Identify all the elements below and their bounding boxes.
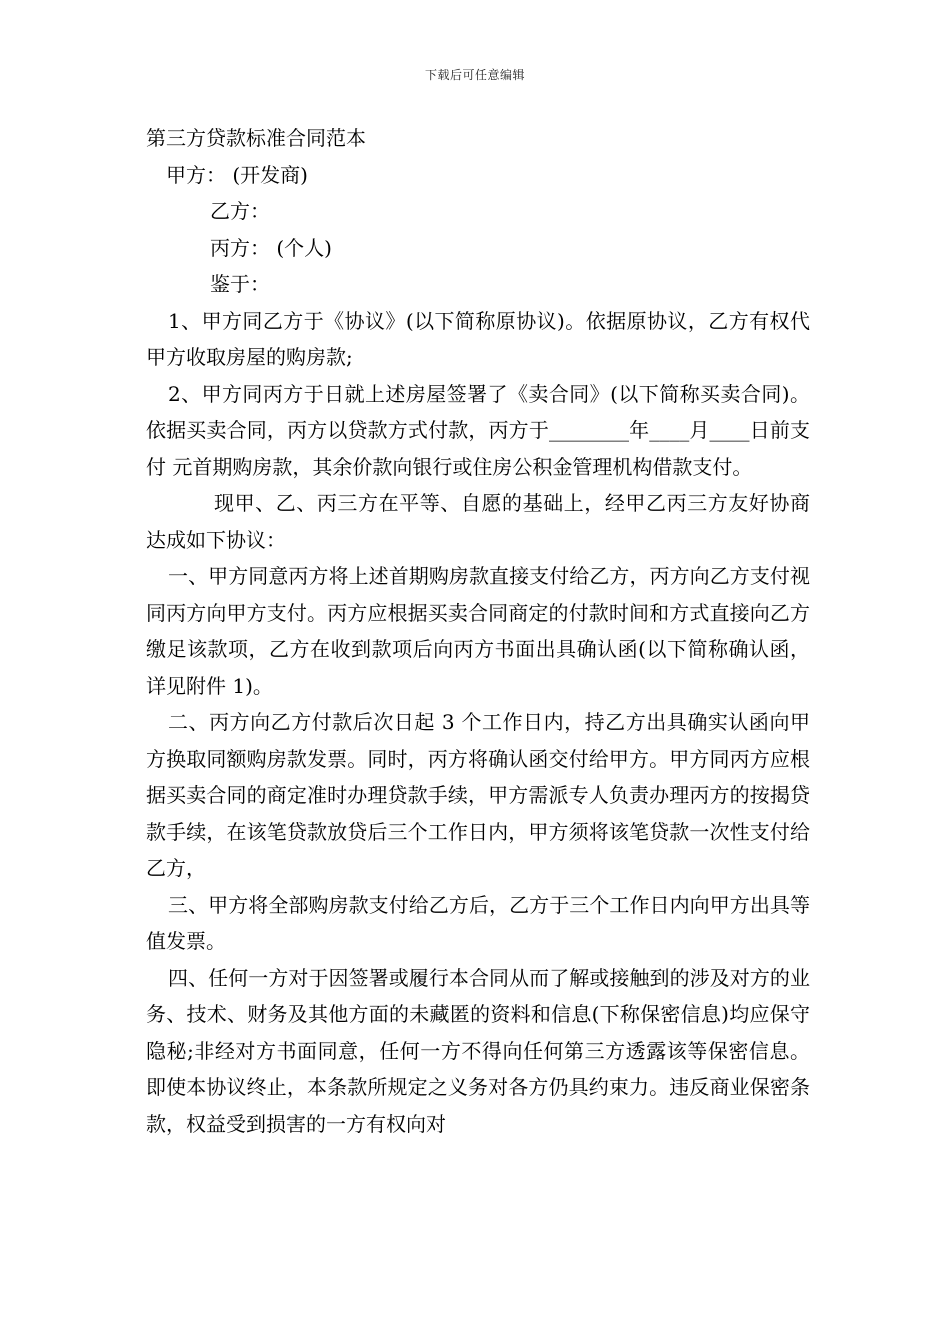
party-c-line: 丙方： (个人) (210, 235, 332, 260)
document-body (146, 120, 810, 1142)
clause-2: 二、丙方向乙方付款后次日起 3 个工作日内，持乙方出具确实认函向甲方换取同额购房款发票。同时，丙方将确认函交付给甲方。甲方同丙方应根据买卖合同的商定准时办理贷款手续，甲方需派专人负责办理丙方的按揭贷款手续，在该笔贷款放贷后三个工作日内，甲方须将该笔贷款一次性支付给乙方， (146, 710, 810, 880)
agreement-intro: 现甲、乙、丙三方在平等、自愿的基础上，经甲乙丙三方友好协商达成如下协议： (146, 491, 810, 552)
clause-4: 四、任何一方对于因签署或履行本合同从而了解或接触到的涉及对方的业务、技术、财务及其他方面的未藏匿的资料和信息(下称保密信息)均应保守隐秘;非经对方书面同意，任何一方不得向任何第三方透露该等保密信息。即使本协议终止，本条款所规定之义务对各方仍具约束力。违反商业保密条款，权益受到损害的一方有权向对 (146, 965, 810, 1136)
party-b-line: 乙方： (210, 199, 270, 223)
recital-2: 2、甲方同丙方于日就上述房屋签署了《卖合同》(以下简称买卖合同)。依据买卖合同，丙方以贷款方式付款，丙方于________年____月____日前支付 元首期购房款，其余价款向银行或住房公积金管理机构借款支付。 (146, 381, 810, 479)
party-a-line: 甲方： (开发商) (166, 162, 308, 187)
recital-1: 1、甲方同乙方于《协议》(以下简称原协议)。依据原协议，乙方有权代甲方收取房屋的购房款; (146, 308, 810, 369)
page-header: 下载后可任意编辑 (424, 68, 525, 82)
clause-1: 一、甲方同意丙方将上述首期购房款直接支付给乙方，丙方向乙方支付视同丙方向甲方支付。丙方应根据买卖合同商定的付款时间和方式直接向乙方缴足该款项，乙方在收到款项后向丙方书面出具确认函(以下简称确认函，详见附件 1)。 (146, 564, 810, 698)
whereas-line: 鉴于： (210, 272, 270, 296)
document-title: 第三方贷款标准合同范本 (146, 126, 366, 150)
clause-3: 三、甲方将全部购房款支付给乙方后，乙方于三个工作日内向甲方出具等值发票。 (146, 892, 810, 953)
